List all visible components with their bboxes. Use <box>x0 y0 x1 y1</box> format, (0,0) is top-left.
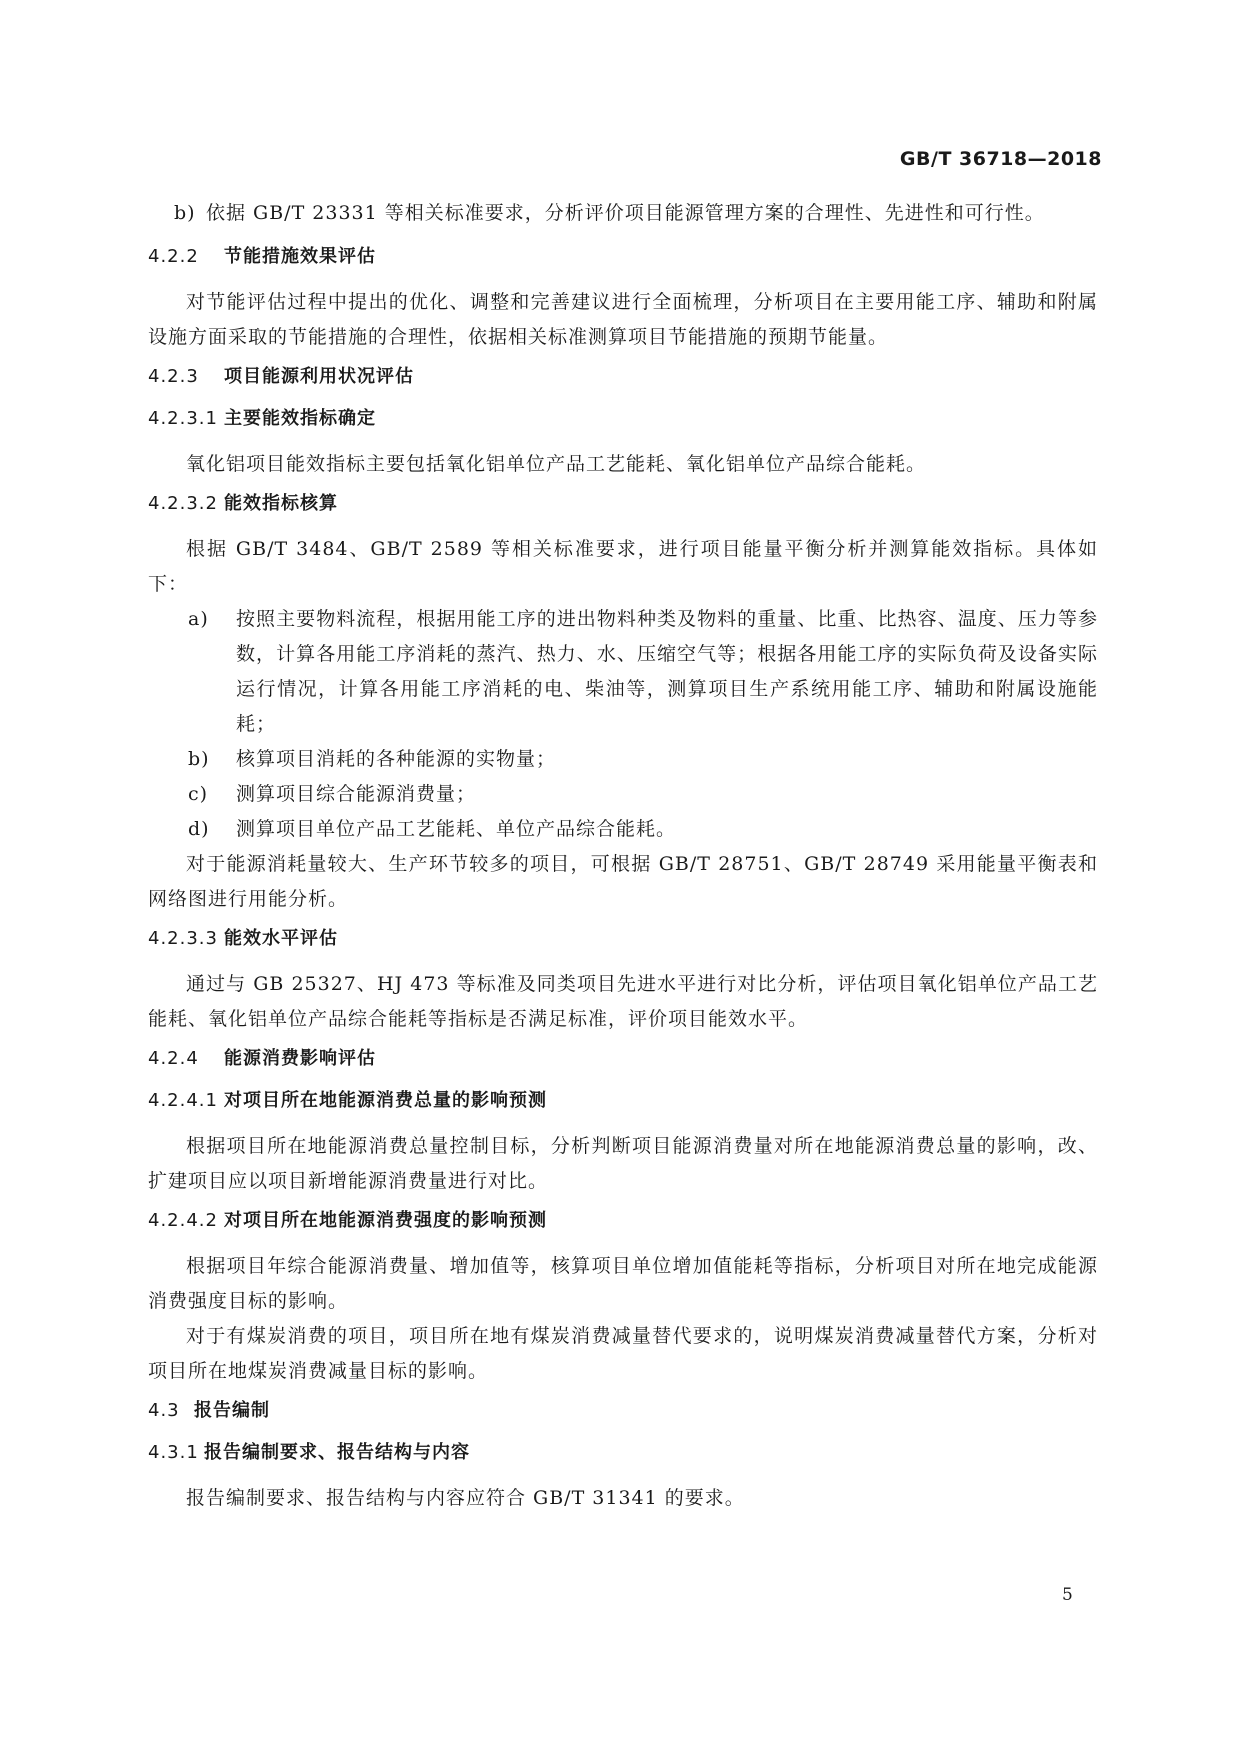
section-heading-4-2-3-3 <box>148 925 1098 953</box>
section-number: 4.2.3.1 <box>148 408 218 429</box>
section-heading-4-2-2 <box>148 243 1098 271</box>
section-number: 4.2.3.2 <box>148 493 218 514</box>
section-heading-4-3-1 <box>148 1439 1098 1467</box>
list-item <box>148 812 1098 847</box>
list-text: 核算项目消耗的各种能源的实物量； <box>236 748 557 770</box>
section-title: 主要能效指标确定 <box>224 408 376 429</box>
document-body <box>148 196 1098 1522</box>
paragraph: 通过与 GB 25327、HJ 473 等标准及同类项目先进水平进行对比分析，评估项目氧化铝单位产品工艺能耗、氧化铝单位产品综合能耗等指标是否满足标准，评价项目能效水平。 <box>148 973 1098 1030</box>
paragraph: 根据项目年综合能源消费量、增加值等，核算项目单位增加值能耗等指标，分析项目对所在地完成能源消费强度目标的影响。 <box>148 1255 1098 1312</box>
paragraph: 对于有煤炭消费的项目，项目所在地有煤炭消费减量替代要求的，说明煤炭消费减量替代方案，分析对项目所在地煤炭消费减量目标的影响。 <box>148 1325 1098 1382</box>
paragraph: 根据 GB/T 3484、GB/T 2589 等相关标准要求，进行项目能量平衡分析并测算能效指标。具体如下： <box>148 538 1098 595</box>
section-heading-4-3 <box>148 1397 1098 1425</box>
list-item <box>148 777 1098 812</box>
section-title: 项目能源利用状况评估 <box>224 366 414 387</box>
section-heading-4-2-3-2 <box>148 490 1098 518</box>
section-number: 4.2.4.2 <box>148 1210 218 1231</box>
section-title: 报告编制要求、报告结构与内容 <box>204 1442 470 1463</box>
section-heading-4-2-4-1 <box>148 1087 1098 1115</box>
section-title: 报告编制 <box>194 1400 270 1421</box>
list-item <box>148 742 1098 777</box>
list-item <box>148 602 1098 742</box>
list-text: 测算项目综合能源消费量； <box>236 783 477 805</box>
section-heading-4-2-3-1 <box>148 405 1098 433</box>
list-item <box>148 196 1098 231</box>
section-heading-4-2-3 <box>148 363 1098 391</box>
section-number: 4.2.3.3 <box>148 928 218 949</box>
section-title: 对项目所在地能源消费总量的影响预测 <box>224 1090 547 1111</box>
list-marker: a) <box>188 608 209 630</box>
section-number: 4.2.2 <box>148 246 199 267</box>
section-title: 能源消费影响评估 <box>224 1048 376 1069</box>
list-marker: b) <box>174 202 196 224</box>
section-number: 4.2.4.1 <box>148 1090 218 1111</box>
section-number: 4.2.4 <box>148 1048 199 1069</box>
list-marker: d) <box>188 818 210 840</box>
paragraph: 根据项目所在地能源消费总量控制目标，分析判断项目能源消费量对所在地能源消费总量的影响，改、扩建项目应以项目新增能源消费量进行对比。 <box>148 1135 1098 1192</box>
section-number: 4.2.3 <box>148 366 199 387</box>
section-title: 节能措施效果评估 <box>224 246 376 267</box>
paragraph: 对节能评估过程中提出的优化、调整和完善建议进行全面梳理，分析项目在主要用能工序、辅助和附属设施方面采取的节能措施的合理性，依据相关标准测算项目节能措施的预期节能量。 <box>148 291 1098 348</box>
list-text: 依据 GB/T 23331 等相关标准要求，分析评价项目能源管理方案的合理性、先进性和可行性。 <box>206 202 1045 224</box>
section-title: 对项目所在地能源消费强度的影响预测 <box>224 1210 547 1231</box>
section-heading-4-2-4-2 <box>148 1207 1098 1235</box>
section-title: 能效水平评估 <box>224 928 338 949</box>
paragraph: 报告编制要求、报告结构与内容应符合 GB/T 31341 的要求。 <box>186 1487 745 1509</box>
paragraph: 氧化铝项目能效指标主要包括氧化铝单位产品工艺能耗、氧化铝单位产品综合能耗。 <box>186 453 927 475</box>
list-text: 测算项目单位产品工艺能耗、单位产品综合能耗。 <box>236 818 677 840</box>
page-number: 5 <box>1062 1585 1073 1605</box>
paragraph: 对于能源消耗量较大、生产环节较多的项目，可根据 GB/T 28751、GB/T 28749 采用能量平衡表和网络图进行用能分析。 <box>148 853 1098 910</box>
list-marker: b) <box>188 748 210 770</box>
section-title: 能效指标核算 <box>224 493 338 514</box>
section-number: 4.3 <box>148 1400 180 1421</box>
section-heading-4-2-4 <box>148 1045 1098 1073</box>
section-number: 4.3.1 <box>148 1442 199 1463</box>
list-marker: c) <box>188 783 209 805</box>
list-text: 按照主要物料流程，根据用能工序的进出物料种类及物料的重量、比重、比热容、温度、压力等参数，计算各用能工序消耗的蒸汽、热力、水、压缩空气等；根据各用能工序的实际负荷及设备实际运行情况，计算各用能工序消耗的电、柴油等，测算项目生产系统用能工序、辅助和附属设施能耗； <box>236 608 1098 735</box>
standard-code: GB/T 36718—2018 <box>899 148 1102 170</box>
